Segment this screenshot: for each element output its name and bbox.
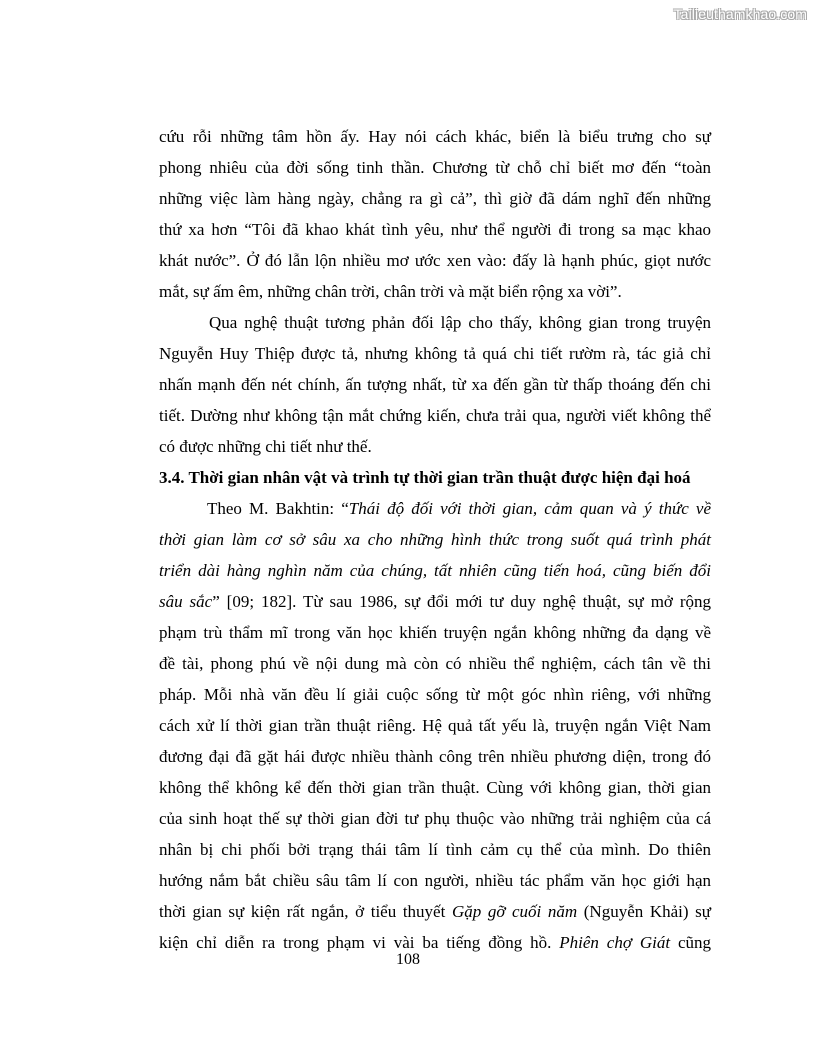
quote-italic-line: triển dài hàng nghìn năm của chúng, tất nhiên cũng tiến hoá, cũng biến đổi xyxy=(159,561,711,580)
paragraph-3 xyxy=(159,493,711,958)
text-line: mắt, sự ấm êm, những chân trời, chân trời và mặt biển rộng xa vời”. xyxy=(159,282,622,301)
paragraph-2 xyxy=(159,307,711,462)
page-number: 108 xyxy=(396,951,420,968)
text-line: có được những chi tiết như thế. xyxy=(159,437,372,456)
text-line: nhân bị chi phối bởi trạng thái tâm lí tình cảm cụ thể của mình. Do thiên xyxy=(159,840,711,859)
text-line: Nguyễn Huy Thiệp được tả, nhưng không tả quá chi tiết rườm rà, tác giả chỉ xyxy=(159,344,711,363)
text-line xyxy=(159,493,711,524)
text-line: hướng nắm bắt chiều sâu tâm lí con người, nhiều tác phẩm văn học giới hạn xyxy=(159,871,711,890)
text-span: ” [09; 182]. Từ sau 1986, sự đổi mới tư duy nghệ thuật, sự mở rộng xyxy=(212,592,711,611)
text-line: đề tài, phong phú về nội dung mà còn có nhiều thể nghiệm, cách tân về thi xyxy=(159,654,711,673)
text-line: của sinh hoạt thế sự thời gian đời tư phụ thuộc vào những trải nghiệm của cá xyxy=(159,809,711,828)
text-line xyxy=(159,896,711,927)
text-line: cách xử lí thời gian trần thuật riêng. Hệ quả tất yếu là, truyện ngắn Việt Nam xyxy=(159,716,711,735)
text-line: pháp. Mỗi nhà văn đều lí giải cuộc sống từ một góc nhìn riêng, với những xyxy=(159,685,711,704)
paragraph-1 xyxy=(159,121,711,307)
text-span: cũng xyxy=(670,933,711,952)
text-span: kiện chỉ diễn ra trong phạm vi vài ba tiếng đồng hồ. xyxy=(159,933,560,952)
text-line: cứu rỗi những tâm hồn ấy. Hay nói cách khác, biển là biểu trưng cho sự xyxy=(159,127,711,146)
text-line: những việc làm hàng ngày, chẳng ra gì cả”, thì giờ đã dám nghĩ đến những xyxy=(159,189,711,208)
text-line: nhấn mạnh đến nét chính, ấn tượng nhất, từ xa đến gần từ thấp thoáng đến chi xyxy=(159,375,711,394)
text-span: Theo M. Bakhtin: “ xyxy=(207,499,349,518)
text-line: thứ xa hơn “Tôi đã khao khát tình yêu, như thể người đi trong sa mạc khao xyxy=(159,220,711,239)
quote-italic-line: thời gian làm cơ sở sâu xa cho những hình thức trong suốt quá trình phát xyxy=(159,530,711,549)
document-body xyxy=(159,121,711,958)
text-line: không thể không kể đến thời gian trần thuật. Cùng với không gian, thời gian xyxy=(159,778,711,797)
text-line: tiết. Dường như không tận mắt chứng kiến, chưa trải qua, người viết không thể xyxy=(159,406,711,425)
text-span: thời gian sự kiện rất ngắn, ở tiểu thuyết xyxy=(159,902,452,921)
book-title-italic: Gặp gỡ cuối năm xyxy=(451,902,578,921)
text-line: Qua nghệ thuật tương phản đối lập cho thấy, không gian trong truyện xyxy=(209,313,711,332)
text-line: khát nước”. Ở đó lẫn lộn nhiều mơ ước xen vào: đấy là hạnh phúc, giọt nước xyxy=(159,251,711,270)
text-line: đương đại đã gặt hái được nhiều thành công trên nhiều phương diện, trong đó xyxy=(159,747,711,766)
text-span: (Nguyễn Khải) sự xyxy=(577,902,711,921)
watermark: Tailieuthamkhao.com xyxy=(673,6,807,22)
quote-italic: sâu sắc xyxy=(159,592,213,611)
quote-italic: Thái độ đối với thời gian, cảm quan và ý thức về xyxy=(348,499,711,518)
text-line xyxy=(159,586,711,617)
book-title-italic: Phiên chợ Giát xyxy=(559,933,671,952)
text-line: phong nhiêu của đời sống tinh thần. Chương từ chỗ chỉ biết mơ đến “toàn xyxy=(159,158,711,177)
section-heading: 3.4. Thời gian nhân vật và trình tự thời gian trần thuật được hiện đại hoá xyxy=(159,468,691,487)
text-line: phạm trù thẩm mĩ trong văn học khiến truyện ngắn không những đa dạng về xyxy=(159,623,711,642)
